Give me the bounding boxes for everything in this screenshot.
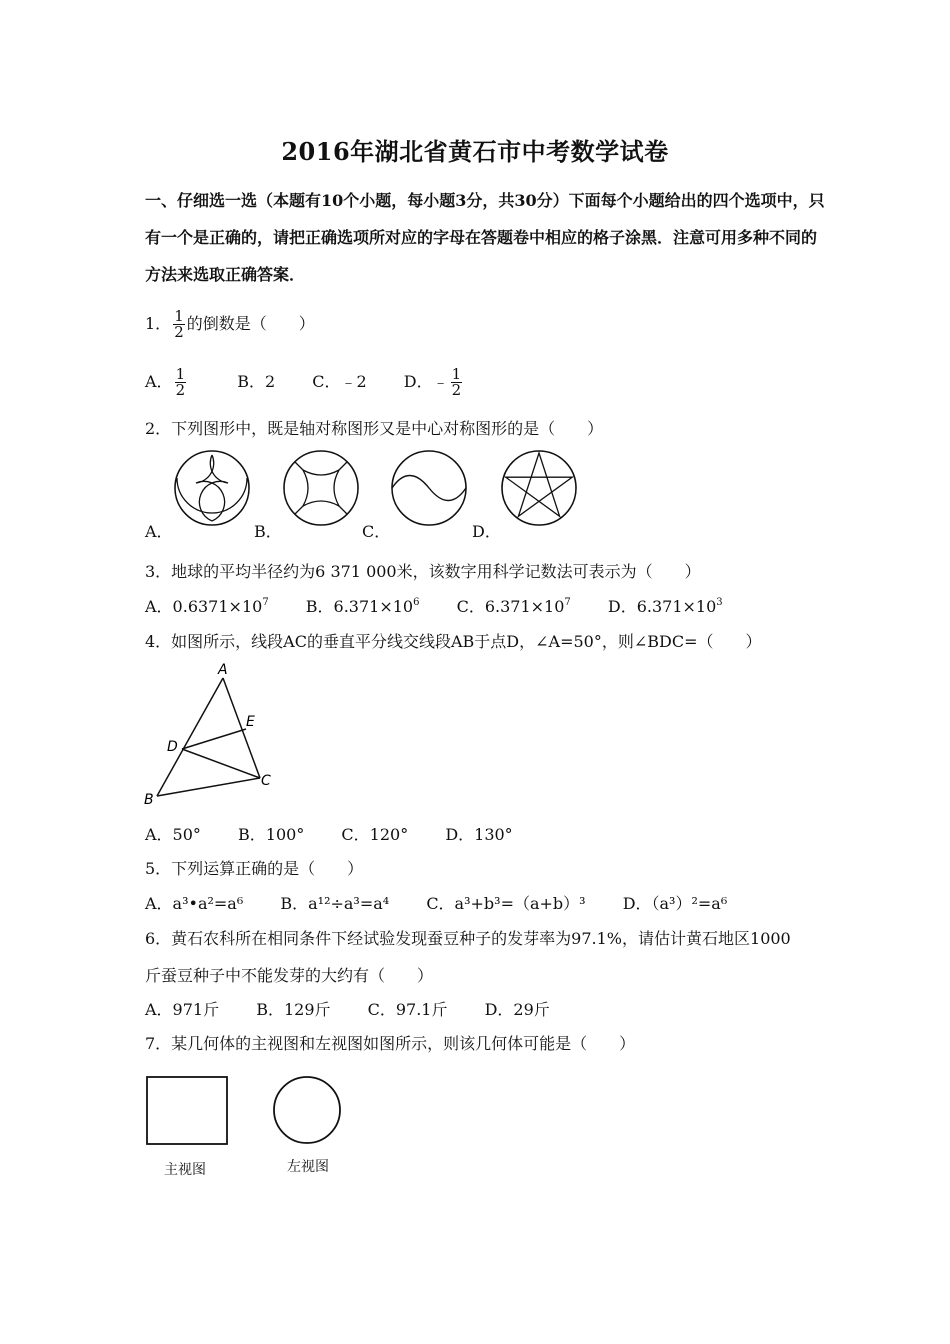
- label-point-a: A: [218, 662, 228, 678]
- q1-stem-rest: 的倒数是（ ）: [186, 314, 315, 333]
- q7-views-figure: [140, 1068, 350, 1153]
- q3-option-a: A．$0.6371\times 10^7$: [145, 597, 269, 616]
- q6-option-d: D．29斤: [484, 1000, 550, 1019]
- q6-option-b: B．129斤: [256, 1000, 331, 1019]
- front-view-square: [147, 1077, 227, 1144]
- front-view-caption: 主视图: [164, 1162, 206, 1178]
- q1-option-b: B．2: [237, 372, 276, 391]
- q3-option-c: C．$6.371\times 10^7$: [456, 597, 571, 616]
- q5-options: [145, 891, 759, 914]
- q6-option-c: C．97.1斤: [367, 1000, 448, 1019]
- q1-option-d: D．﹣ $\frac{1}{2}$: [403, 365, 462, 399]
- q4-options: [145, 822, 545, 845]
- q3-options: [145, 594, 755, 617]
- figure-c-s-curve: [392, 451, 466, 525]
- q4-option-a: A．50°: [145, 825, 201, 844]
- page-title: 2016年湖北省黄石市中考数学试卷: [281, 137, 669, 166]
- q6-option-a: A．971斤: [145, 1000, 220, 1019]
- figure-a-three-arcs: [175, 451, 249, 525]
- label-point-e: E: [246, 714, 255, 730]
- q2-label-c: C．: [362, 522, 391, 541]
- question-2: 2．下列图形中，既是轴对称图形又是中心对称图形的是（ ）: [145, 419, 604, 438]
- q2-label-b: B．: [254, 522, 282, 541]
- section-heading: 一、仔细选一选（本题有10个小题，每小题3分，共30分）下面每个小题给出的四个选项中，只有一个是正确的，请把正确选项所对应的字母在答题卷中相应的格子涂黑．注意可用多种不同的方法来选取正确答案．: [145, 191, 825, 284]
- q1-number: 1．: [145, 314, 172, 333]
- q1-option-c: C．﹣2: [312, 372, 367, 391]
- q6-options: [145, 997, 582, 1020]
- q1-option-a: A． $\frac{1}{2}$: [145, 365, 186, 399]
- q3-option-b: B．$6.371\times 10^6$: [305, 597, 420, 616]
- q5-option-b: B．a¹²÷a³=a⁴: [280, 894, 390, 913]
- label-point-c: C: [261, 773, 271, 789]
- question-6-line-1: 6．黄石农科所在相同条件下经试验发现蚕豆种子的发芽率为97.1%，请估计黄石地区1000: [145, 929, 791, 948]
- q5-option-c: C．a³+b³=（a+b）³: [426, 894, 586, 913]
- q4-option-c: C．120°: [341, 825, 409, 844]
- question-7: 7．某几何体的主视图和左视图如图所示，则该几何体可能是（ ）: [145, 1034, 636, 1053]
- left-view-caption: 左视图: [287, 1159, 329, 1175]
- question-4: 4．如图所示，线段AC的垂直平分线交线段AB于点D，∠A=50°，则∠BDC=（ ）: [145, 632, 762, 651]
- q4-option-d: D．130°: [445, 825, 513, 844]
- label-point-d: D: [167, 739, 178, 755]
- figure-b-concave-square: [284, 451, 358, 525]
- question-3: 3．地球的平均半径约为6 371 000米，该数字用科学记数法可表示为（ ）: [145, 562, 701, 581]
- label-point-b: B: [144, 792, 154, 808]
- question-5: 5．下列运算正确的是（ ）: [145, 859, 364, 878]
- question-6-line-2: 斤蚕豆种子中不能发芽的大约有（ ）: [145, 966, 434, 985]
- q5-option-a: A．a³•a²=a⁶: [145, 894, 244, 913]
- q2-label-d: D．: [472, 522, 501, 541]
- figure-d-pentagram: [502, 451, 576, 525]
- q1-fraction: $\frac{1}{2}$: [174, 307, 184, 341]
- q4-triangle-figure: [140, 660, 290, 810]
- question-1: [145, 309, 315, 340]
- q5-option-d: D．（a³）²=a⁶: [622, 894, 728, 913]
- q3-option-d: D．$6.371\times 10^3$: [607, 597, 723, 616]
- q1-options: [145, 367, 496, 398]
- q4-option-b: B．100°: [238, 825, 305, 844]
- left-view-circle: [274, 1077, 340, 1143]
- q2-label-a: A．: [145, 522, 173, 541]
